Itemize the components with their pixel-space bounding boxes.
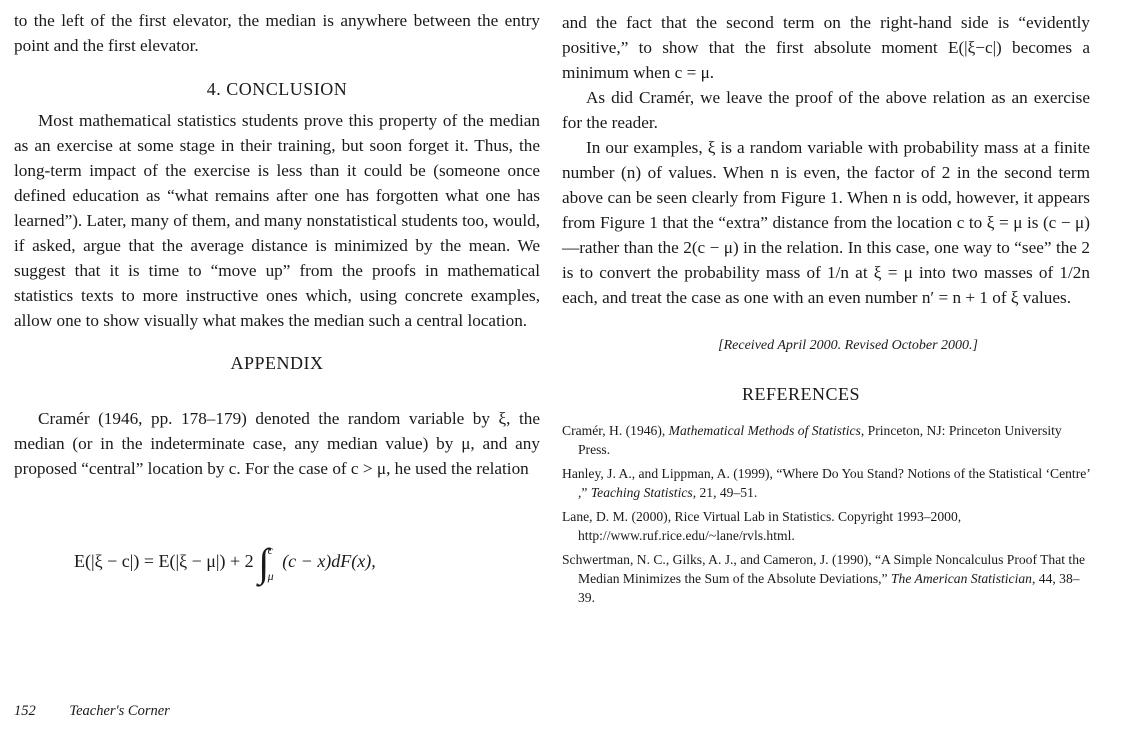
integral-upper-limit: c — [267, 543, 273, 557]
right-column — [562, 0, 1090, 612]
cramer-equation — [14, 537, 540, 589]
examples-paragraph: In our examples, ξ is a random variable with probability mass at a finite number (n) of values. When n is even, the factor of 2 in the second term above can be seen clearly from Figure 1. When n is odd, however, it appears from Figure 1 that the “extra” distance from the location c to ξ = μ is (c − μ)—rather than the 2(c − μ) in the relation. In this case, one way to “see” the 2 is to convert the probability mass of 1/n at ξ = μ into two masses of 1/2n each, and treat the case as one with an even number n′ = n + 1 of ξ values. — [562, 138, 1090, 307]
reference-list — [562, 421, 1090, 607]
intro-paragraph: to the left of the first elevator, the median is anywhere between the entry point and the first elevator. — [14, 11, 540, 55]
reference-title: Teaching Statistics — [590, 485, 693, 500]
reference-text: Schwertman, N. C., Gilks, A. J., and Cameron, J. (1990), “A Simple Noncalculus Proof That the Median Minimizes the Sum of the Absolute Deviations,” — [562, 552, 1086, 586]
reference-item — [562, 550, 1090, 607]
reference-item — [562, 507, 1090, 545]
left-column — [14, 0, 540, 589]
integral-limits — [268, 537, 274, 589]
reference-text: Hanley, J. A., and Lippman, A. (1999), “Where Do You Stand? Notions of the Statistical ‘Centre’ ,” — [562, 466, 1090, 500]
appendix-paragraph: Cramér (1946, pp. 178–179) denoted the random variable by ξ, the median (or in the indeterminate case, any median value) by μ, and any proposed “central” location by c. For the case of c > μ, he used the relation — [14, 409, 540, 478]
continuation-paragraph: and the fact that the second term on the right-hand side is “evidently positive,” to show that the first absolute moment E(|ξ−c|) becomes a minimum when c = μ. — [562, 13, 1090, 82]
reference-tail: , 21, 49–51. — [692, 485, 758, 500]
page-number: 152 — [14, 703, 36, 719]
exercise-paragraph: As did Cramér, we leave the proof of the above relation as an exercise for the reader. — [562, 88, 1090, 132]
reference-item — [562, 464, 1090, 502]
conclusion-paragraph: Most mathematical statistics students prove this property of the median as an exercise at some stage in their training, but soon forget it. Thus, the long-term impact of the exercise is less than it could be (someone once defined education as “what remains after one has forgotten what one has learned”). Later, many of them, and many nonstatistical students too, would, if asked, argue that the average distance is minimized by the mean. We suggest that it is time to “move up” from the proofs in mathematical statistics texts to more instructive ones which, using concrete examples, allow one to show visually what makes the median such a central location. — [14, 111, 540, 330]
section-name: Teacher's Corner — [69, 703, 170, 719]
equation-left: E(|ξ − c|) = E(|ξ − μ|) + 2 — [74, 551, 254, 572]
equation-right: (c − x)dF(x), — [282, 551, 376, 572]
reference-title: Mathematical Methods of Statistics — [668, 423, 861, 438]
reference-text: Lane, D. M. (2000), Rice Virtual Lab in Statistics. Copyright 1993–2000, http://www.ruf.rice.edu/~lane/rvls.html. — [562, 509, 962, 543]
integral-sign: ∫ — [258, 540, 270, 585]
integral-lower-limit: μ — [267, 569, 274, 583]
appendix-heading: APPENDIX — [230, 353, 324, 373]
reference-text: Cramér, H. (1946), — [562, 423, 669, 438]
reference-tail: , 44, 38–39. — [578, 571, 1080, 605]
reference-item — [562, 421, 1090, 459]
reference-title: The American Statistician — [891, 571, 1032, 586]
references-heading: REFERENCES — [741, 384, 861, 404]
reference-tail: , Princeton, NJ: Princeton University Press. — [578, 423, 1062, 457]
conclusion-heading: 4. CONCLUSION — [206, 79, 348, 99]
page-footer — [14, 703, 200, 720]
received-note: [Received April 2000. Revised October 2000.] — [718, 338, 978, 353]
